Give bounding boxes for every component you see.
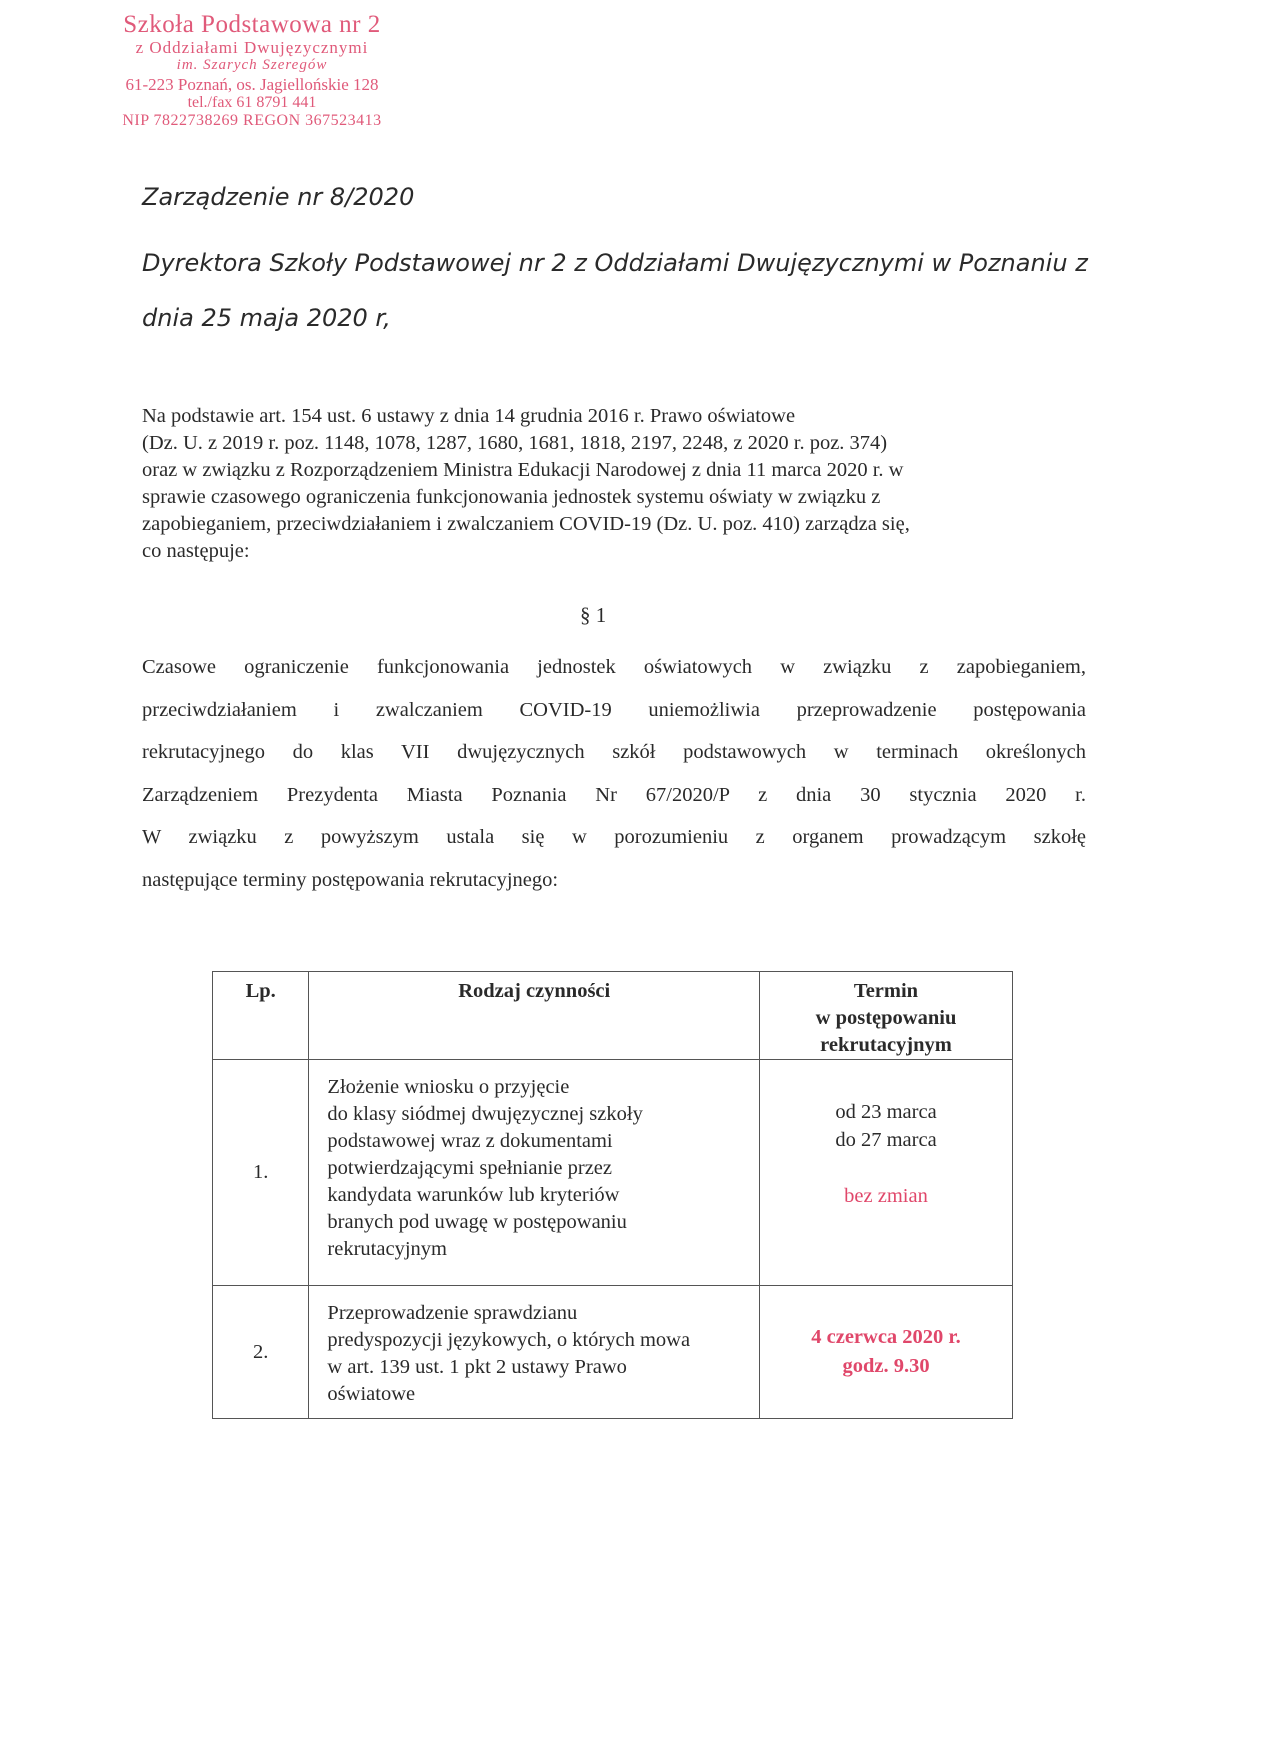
paragraph-line: Na podstawie art. 154 ust. 6 ustawy z dnia 14 grudnia 2016 r. Prawo oświatowe <box>142 405 796 427</box>
section-sign: § 1 <box>580 603 607 627</box>
header-deadline-line: w postępowaniu <box>815 1007 957 1029</box>
stamp-school-name: Szkoła Podstawowa nr 2 <box>123 11 381 38</box>
paragraph-line: przeciwdziałaniem i zwalczaniem COVID-19 uniemożliwia przeprowadzenie postępowania <box>142 698 1086 721</box>
document-issuer: Dyrektora Szkoły Podstawowej nr 2 z Oddziałami Dwujęzycznymi w Poznaniu z <box>142 249 1088 277</box>
row-number: 1. <box>213 1060 309 1286</box>
header-deadline-line: rekrutacyjnym <box>820 1034 952 1056</box>
header-deadline <box>760 972 1013 1060</box>
paragraph-line: co następuje: <box>142 540 250 562</box>
activity-line: Złożenie wniosku o przyjęcie <box>327 1076 570 1098</box>
activity-line: Przeprowadzenie sprawdzianu <box>327 1302 578 1324</box>
stamp-address: 61-223 Poznań, os. Jagiellońskie 128 <box>125 75 379 94</box>
document-title: Zarządzenie nr 8/2020 <box>142 183 415 211</box>
document-date: dnia 25 maja 2020 r, <box>142 304 391 332</box>
activity-line: kandydata warunków lub kryteriów <box>327 1184 620 1206</box>
recruitment-schedule-table <box>212 971 1013 1419</box>
stamp-patron: im. Szarych Szeregów <box>176 57 328 73</box>
activity-line: branych pod uwagę w postępowaniu <box>327 1211 627 1233</box>
table-row <box>213 1060 1013 1286</box>
activity-line: rekrutacyjnym <box>327 1238 447 1260</box>
deadline-time: godz. 9.30 <box>842 1355 930 1377</box>
row-activity <box>309 1060 760 1286</box>
school-stamp <box>82 12 422 129</box>
paragraph-line: oraz w związku z Rozporządzeniem Ministra Edukacji Narodowej z dnia 11 marca 2020 r. w <box>142 459 904 481</box>
paragraph-line: W związku z powyższym ustala się w porozumieniu z organem prowadzącym szkołę <box>142 826 1086 848</box>
activity-line: w art. 139 ust. 1 pkt 2 ustawy Prawo <box>327 1356 627 1378</box>
paragraph-line: (Dz. U. z 2019 r. poz. 1148, 1078, 1287, 1680, 1681, 1818, 2197, 2248, z 2020 r. poz. 374) <box>142 432 888 454</box>
legal-basis-paragraph <box>142 403 1086 565</box>
stamp-school-subtitle: z Oddziałami Dwujęzycznymi <box>135 38 369 57</box>
table-row <box>213 1286 1013 1419</box>
table-header-row <box>213 972 1013 1060</box>
paragraph-line: zapobieganiem, przeciwdziałaniem i zwalczaniem COVID-19 (Dz. U. poz. 410) zarządza się, <box>142 513 910 535</box>
paragraph-line: Zarządzeniem Prezydenta Miasta Poznania Nr 67/2020/P z dnia 30 stycznia 2020 r. <box>142 783 1086 806</box>
row-deadline <box>760 1060 1013 1286</box>
activity-line: do klasy siódmej dwujęzycznej szkoły <box>327 1103 643 1125</box>
deadline-date: 4 czerwca 2020 r. <box>811 1326 961 1348</box>
paragraph-line: sprawie czasowego ograniczenia funkcjonowania jednostek systemu oświaty w związku z <box>142 486 881 508</box>
section-1-paragraph <box>142 646 1086 901</box>
paragraph-line: rekrutacyjnego do klas VII dwujęzycznych szkół podstawowych w terminach określonych <box>142 741 1086 763</box>
activity-line: oświatowe <box>327 1383 416 1405</box>
paragraph-line: Czasowe ograniczenie funkcjonowania jednostek oświatowych w związku z zapobieganiem, <box>142 656 1086 678</box>
row-activity <box>309 1286 760 1419</box>
stamp-phone: tel./fax 61 8791 441 <box>187 94 317 111</box>
header-activity-type: Rodzaj czynności <box>309 972 760 1060</box>
activity-line: potwierdzającymi spełnianie przez <box>327 1157 613 1179</box>
deadline-to: do 27 marca <box>835 1129 937 1151</box>
header-deadline-line: Termin <box>853 980 919 1002</box>
activity-line: predyspozycji językowych, o których mowa <box>327 1329 691 1351</box>
header-lp: Lp. <box>213 972 309 1060</box>
deadline-note: bez zmian <box>844 1185 928 1207</box>
row-deadline <box>760 1286 1013 1419</box>
row-number: 2. <box>213 1286 309 1419</box>
stamp-nip-regon: NIP 7822738269 REGON 367523413 <box>122 112 382 129</box>
activity-line: podstawowej wraz z dokumentami <box>327 1130 613 1152</box>
paragraph-line: następujące terminy postępowania rekrutacyjnego: <box>142 868 559 891</box>
deadline-from: od 23 marca <box>835 1101 937 1123</box>
